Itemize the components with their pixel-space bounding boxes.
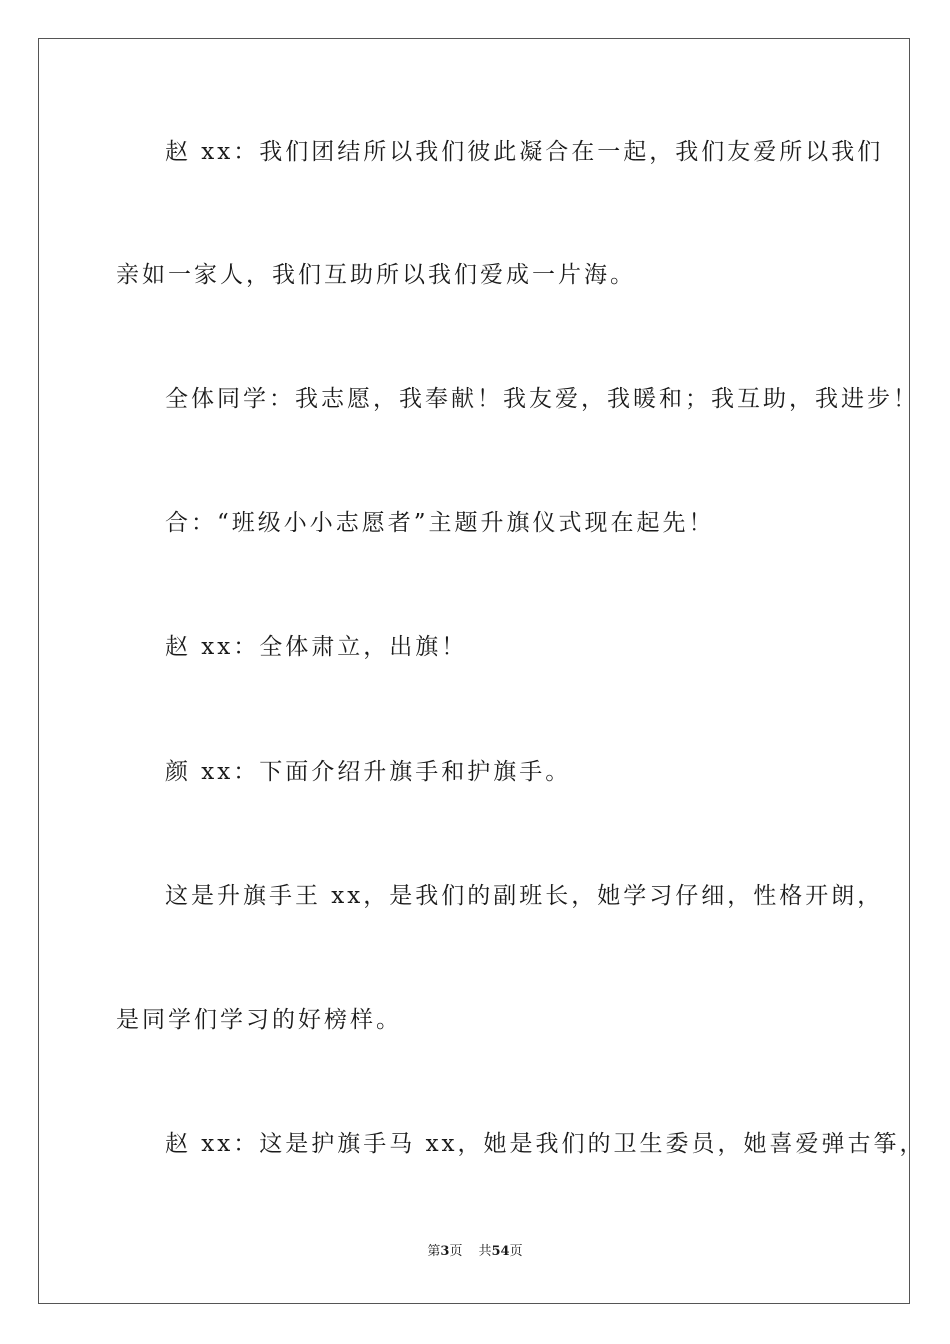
paragraph-line-5: 赵 xx：全体肃立，出旗！ xyxy=(165,634,468,660)
paragraph-line-7: 这是升旗手王 xx，是我们的副班长，她学习仔细，性格开朗， xyxy=(165,883,884,909)
footer-page-number: 3 xyxy=(440,1244,450,1259)
footer-page-suffix: 页 xyxy=(449,1244,463,1259)
paragraph-line-2: 亲如一家人，我们互助所以我们爱成一片海。 xyxy=(116,262,636,288)
paragraph-line-3: 全体同学：我志愿，我奉献！我友爱，我暖和；我互助，我进步！ xyxy=(165,386,919,412)
footer-page-prefix: 第 xyxy=(427,1244,441,1259)
paragraph-line-9: 赵 xx：这是护旗手马 xx，她是我们的卫生委员，她喜爱弹古筝， xyxy=(165,1131,926,1157)
footer-total-suffix: 页 xyxy=(509,1244,523,1259)
footer-total-prefix: 共 xyxy=(478,1244,492,1259)
page-footer xyxy=(0,1243,950,1261)
paragraph-line-6: 颜 xx：下面介绍升旗手和护旗手。 xyxy=(165,759,572,785)
paragraph-line-4: 合：“班级小小志愿者”主题升旗仪式现在起先！ xyxy=(165,510,715,536)
paragraph-line-1: 赵 xx：我们团结所以我们彼此凝合在一起，我们友爱所以我们 xyxy=(165,139,884,165)
page-border xyxy=(38,38,910,1304)
footer-total-pages: 54 xyxy=(491,1244,510,1259)
paragraph-line-8: 是同学们学习的好榜样。 xyxy=(116,1007,402,1033)
